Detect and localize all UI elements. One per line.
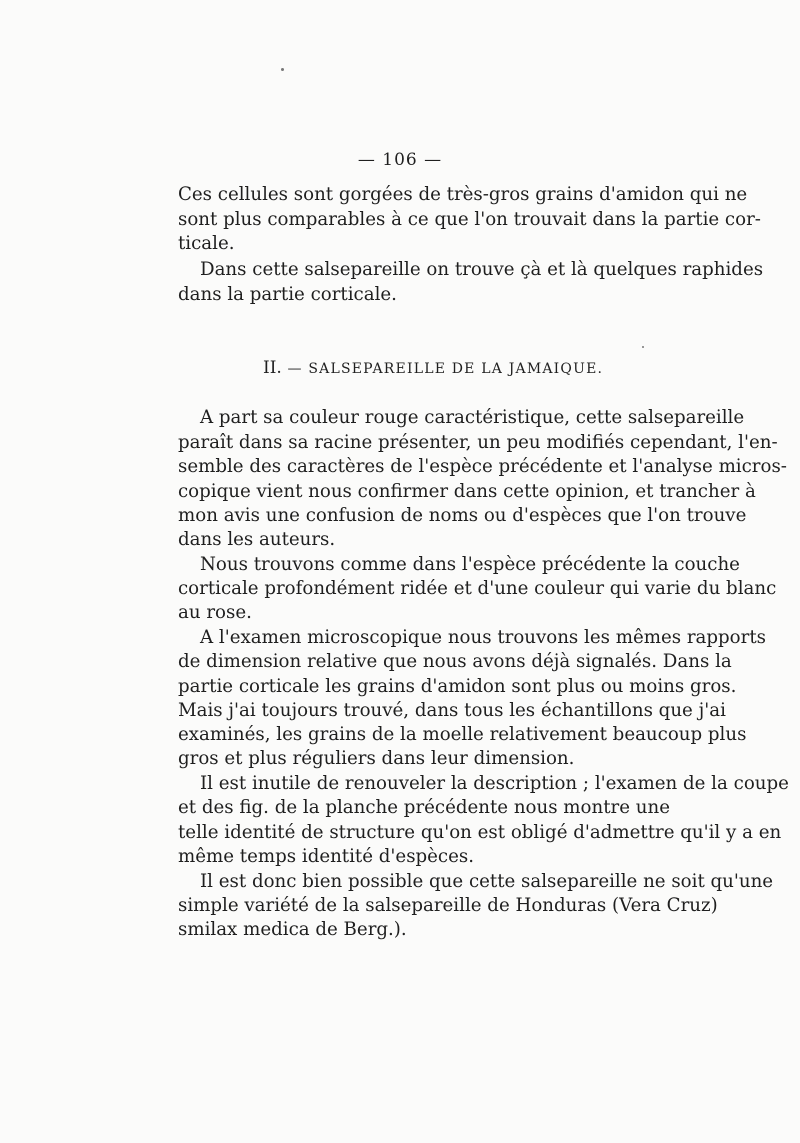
text-line: Mais j'ai toujours trouvé, dans tous les échantillons que j'ai [178, 700, 726, 721]
section-heading [263, 358, 603, 378]
text-line: paraît dans sa racine présenter, un peu modifiés cependant, l'en- [178, 432, 778, 453]
paper-speck [281, 68, 284, 71]
text-line: même temps identité d'espèces. [178, 846, 474, 867]
section-numeral: II. [263, 358, 282, 378]
section-title: — SALSEPAREILLE DE LA JAMAIQUE. [287, 361, 604, 377]
text-line: de dimension relative que nous avons déjà signalés. Dans la [178, 651, 732, 672]
page-number: — 106 — [357, 150, 443, 170]
text-line: sont plus comparables à ce que l'on trouvait dans la partie cor- [178, 209, 761, 230]
text-line: telle identité de structure qu'on est obligé d'admettre qu'il y a en [178, 822, 782, 843]
text-line: Il est donc bien possible que cette salsepareille ne soit qu'une [200, 871, 774, 892]
text-line: A part sa couleur rouge caractéristique, cette salsepareille [200, 407, 745, 428]
text-line: mon avis une confusion de noms ou d'espèces que l'on trouve [178, 505, 747, 526]
text-line: copique vient nous confirmer dans cette opinion, et trancher à [178, 481, 756, 502]
text-line: Nous trouvons comme dans l'espèce précédente la couche [200, 554, 740, 575]
text-line: examinés, les grains de la moelle relativement beaucoup plus [178, 724, 747, 745]
text-line: simple variété de la salsepareille de Honduras (Vera Cruz) [178, 895, 718, 916]
text-line: smilax medica de Berg.). [178, 919, 407, 940]
paper-speck [642, 346, 644, 348]
text-line: dans la partie corticale. [178, 284, 397, 305]
text-line: corticale profondément ridée et d'une couleur qui varie du blanc [178, 578, 777, 599]
text-line: et des fig. de la planche précédente nous montre une [178, 797, 670, 818]
text-line: partie corticale les grains d'amidon sont plus ou moins gros. [178, 676, 737, 697]
text-line: semble des caractères de l'espèce précédente et l'analyse micros- [178, 456, 787, 477]
text-line: Ces cellules sont gorgées de très-gros grains d'amidon qui ne [178, 184, 748, 205]
text-line: Dans cette salsepareille on trouve çà et là quelques raphides [200, 259, 764, 280]
text-line: au rose. [178, 602, 252, 623]
text-line: gros et plus réguliers dans leur dimension. [178, 748, 575, 769]
text-line: A l'examen microscopique nous trouvons les mêmes rapports [200, 627, 766, 648]
text-line: ticale. [178, 233, 235, 254]
text-line: dans les auteurs. [178, 529, 336, 550]
text-line: Il est inutile de renouveler la description ; l'examen de la coupe [200, 773, 789, 794]
